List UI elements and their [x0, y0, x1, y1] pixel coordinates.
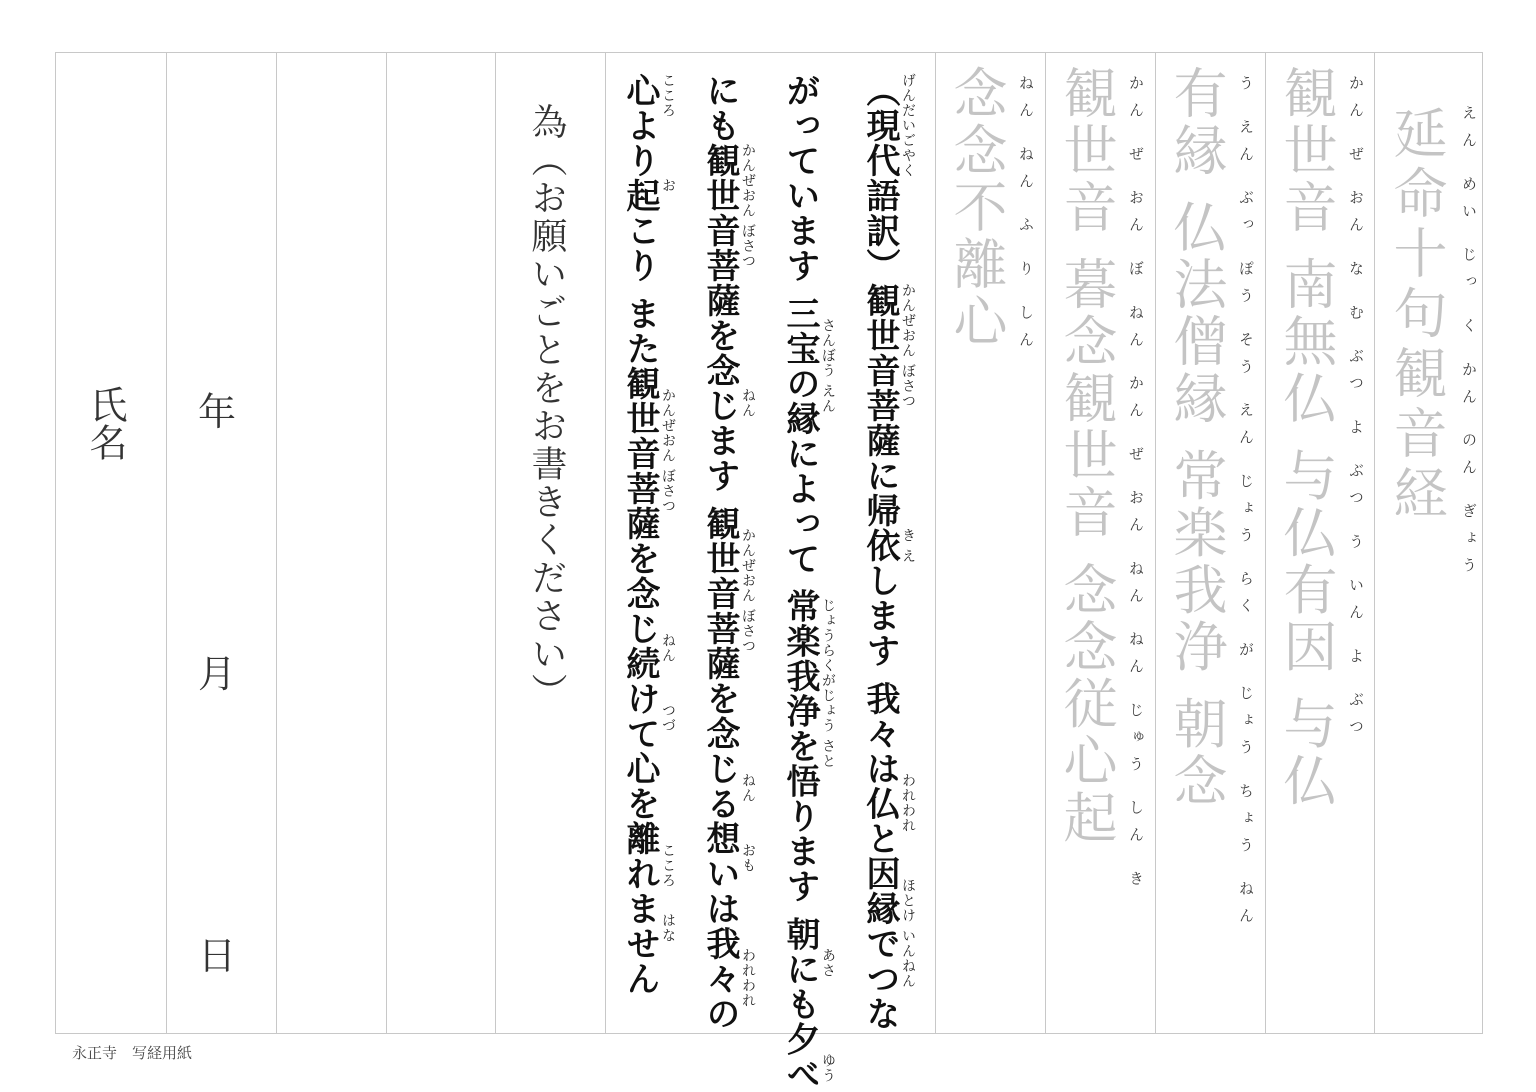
translation-line-4: 心より起こり また観世音菩薩を念じ続けて心を離れません	[620, 73, 660, 996]
translation-ruby: ねん	[740, 388, 756, 418]
column-divider	[605, 53, 606, 1033]
translation-ruby: こころ	[660, 73, 676, 118]
sutra-title: 延命十句観音経	[1385, 105, 1448, 525]
translation-ruby: ねん	[740, 773, 756, 803]
sutra-line-3-ruby: かん ぜ おん ぼ ねん かん ぜ おん ねん ねん じゅう しん き	[1127, 75, 1145, 898]
translation-ruby: じょうらくがじょう さと	[820, 598, 836, 769]
sutra-line-2: 有縁 仏法僧縁 常楽我浄 朝念	[1165, 65, 1228, 810]
column-divider	[1265, 53, 1266, 1033]
translation-ruby: こころ	[660, 843, 676, 888]
translation-ruby: さんぼう えん	[820, 318, 836, 414]
translation-ruby: つづ	[660, 703, 676, 733]
sutra-line-1-ruby: かん ぜ おん な む ぶつ よ ぶつ う いん よ ぶつ	[1347, 75, 1365, 746]
translation-ruby: き え	[900, 528, 916, 564]
translation-ruby: ゆう	[820, 1053, 836, 1083]
translation-ruby: われわれ	[900, 773, 916, 833]
year-label: 年	[198, 390, 237, 434]
translation-ruby: ほとけ いんねん	[900, 878, 916, 989]
column-divider	[1045, 53, 1046, 1033]
translation-ruby: お	[660, 178, 676, 193]
translation-ruby: かんぜおん ぼさつ	[740, 528, 756, 654]
sutra-line-3: 観世音 暮念観世音 念念従心起	[1055, 65, 1118, 847]
column-divider	[935, 53, 936, 1033]
translation-ruby: おも	[740, 843, 756, 873]
request-label: 為（お願いごとをお書きください）	[526, 103, 567, 711]
translation-ruby: ねん	[660, 633, 676, 663]
translation-ruby: げんだいごやく	[900, 73, 916, 178]
sutra-line-4-ruby: ねん ねん ふ り しん	[1017, 75, 1035, 359]
day-label: 日	[198, 934, 237, 978]
translation-ruby: われわれ	[740, 948, 756, 1008]
translation-ruby: あさ	[820, 948, 836, 978]
column-divider	[166, 53, 167, 1033]
translation-ruby: はな	[660, 913, 676, 943]
sutra-title-ruby: えん めい じっ く かん のん ぎょう	[1460, 105, 1478, 584]
translation-line-1: （現代語訳）観世音菩薩に帰依します 我々は仏と因縁でつな	[860, 73, 900, 1031]
blank-column	[276, 53, 386, 1033]
column-divider	[495, 53, 496, 1033]
column-divider	[1155, 53, 1156, 1033]
column-divider	[1374, 53, 1375, 1033]
translation-ruby: かんぜおん ぼさつ	[900, 283, 916, 409]
translation-line-3: にも観世音菩薩を念じます 観世音菩薩を念じる想いは我々の	[700, 73, 740, 1031]
name-label: 氏名	[83, 385, 127, 461]
translation-line-2: がっています 三宝の縁によって 常楽我浄を悟ります 朝にも夕べ	[780, 73, 820, 1092]
translation-ruby: かんぜおん ぼさつ	[660, 388, 676, 514]
month-label: 月	[198, 652, 237, 696]
sutra-line-4: 念念不離心	[945, 65, 1008, 350]
blank-column	[386, 53, 495, 1033]
sutra-line-1: 観世音 南無仏 与仏有因 与仏	[1275, 65, 1338, 810]
translation-ruby: かんぜおん ぼさつ	[740, 143, 756, 269]
footer-label: 永正寺 写経用紙	[72, 1044, 193, 1062]
sutra-line-2-ruby: う えん ぶっ ぽう そう えん じょう らく が じょう ちょう ねん	[1237, 75, 1255, 935]
